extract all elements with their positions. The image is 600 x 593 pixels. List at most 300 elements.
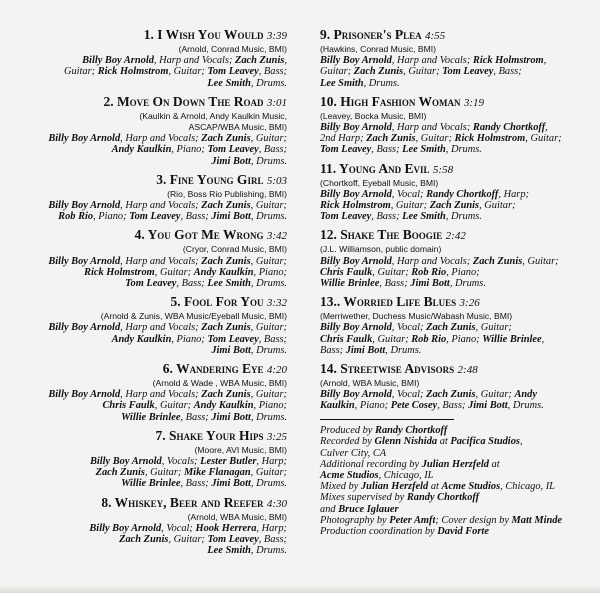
- musician-name: David Forte: [437, 526, 489, 537]
- musician-name: Andy: [514, 389, 537, 401]
- role-text: , Guitar;: [154, 266, 194, 278]
- role-text: , Vocals;: [161, 456, 201, 468]
- role-text: and: [320, 503, 339, 515]
- musician-name: Tom Leavey: [320, 144, 372, 156]
- role-text: at: [428, 481, 442, 493]
- musician-name: Billy Boy Arnold: [320, 55, 392, 67]
- musician-name: Zach Zunis: [95, 467, 145, 479]
- musician-name: Zach Zunis: [201, 255, 251, 267]
- musician-name: Acme Studios: [320, 469, 379, 481]
- track-title: Whiskey, Beer and Reefer: [114, 494, 264, 510]
- personnel-line: [320, 526, 600, 537]
- right-tracks: [320, 27, 600, 412]
- role-text: , Guitar;: [479, 200, 516, 212]
- role-text: Production coordination by: [320, 526, 438, 537]
- musician-name: Randy Chortkoff: [375, 425, 448, 437]
- musician-name: Zach Zunis: [353, 66, 404, 78]
- role-text: , Guitar;: [525, 133, 562, 145]
- personnel-line: [0, 144, 287, 155]
- track-entry: [0, 172, 287, 223]
- role-text: Culver City, CA: [320, 447, 387, 459]
- personnel-line: [320, 133, 600, 144]
- personnel-line: [0, 133, 287, 144]
- role-text: , Vocal;: [391, 188, 427, 200]
- track-title-line: [0, 495, 287, 512]
- musician-name: Billy Boy Arnold: [320, 255, 392, 267]
- musician-name: Glenn Nishida: [374, 436, 438, 448]
- role-text: , Guitar;: [372, 266, 412, 278]
- role-text: , Drums.: [445, 144, 482, 156]
- musician-name: Rob Rio: [411, 333, 447, 345]
- musician-name: Billy Boy Arnold: [48, 200, 121, 212]
- role-text: , Harp and Vocals;: [120, 133, 202, 145]
- role-text: , Vocal;: [391, 322, 427, 334]
- musician-name: Julian Herzfeld: [360, 481, 429, 493]
- personnel-line: [0, 78, 287, 89]
- musician-name: Zach Zunis: [201, 200, 251, 212]
- musician-name: Billy Boy Arnold: [320, 122, 392, 134]
- role-text: , Guitar;: [250, 133, 287, 145]
- role-text: , Drums.: [250, 478, 287, 490]
- role-text: , Piano;: [446, 333, 483, 345]
- musician-name: Acme Studios: [441, 481, 501, 493]
- track-number: 3.: [156, 171, 167, 187]
- track-title-line: [0, 361, 287, 378]
- credit-lines: [320, 425, 600, 537]
- track-title-line: [320, 361, 600, 378]
- publishing-info: (Kaulkin & Arnold, Andy Kaulkin Music,: [139, 110, 287, 121]
- role-text: Photography by: [320, 514, 390, 526]
- role-text: , Bass;: [180, 478, 212, 490]
- musician-name: Jimi Bott: [345, 344, 386, 356]
- role-text: ,: [543, 55, 547, 67]
- track-entry: [320, 294, 600, 356]
- publishing-info: (Rio, Boss Rio Publishing, BMI): [167, 188, 287, 199]
- role-text: , Harp and Vocals;: [391, 122, 473, 134]
- role-text: , Bass;: [258, 333, 287, 345]
- role-text: , Bass;: [258, 534, 287, 546]
- role-text: , Guitar;: [154, 400, 194, 412]
- role-text: , Harp;: [256, 456, 287, 468]
- track-duration: 5:03: [266, 174, 287, 187]
- role-text: , Piano;: [354, 400, 391, 412]
- track-number: 10.: [320, 93, 337, 109]
- role-text: ,: [545, 122, 548, 134]
- musician-name: Billy Boy Arnold: [48, 322, 121, 334]
- musician-name: Willie Brinlee: [320, 278, 380, 290]
- personnel-line: [320, 425, 600, 436]
- role-text: , Drums.: [363, 77, 400, 89]
- musician-name: Lee Smith: [207, 278, 251, 290]
- personnel-line: [320, 389, 600, 400]
- personnel-line: [320, 515, 600, 526]
- personnel-line: [0, 334, 287, 345]
- personnel-line: [320, 144, 600, 155]
- musician-name: Rick Holmstrom: [472, 55, 544, 67]
- musician-name: Rick Holmstrom: [320, 200, 391, 212]
- track-number: 7.: [155, 427, 166, 443]
- personnel-line: [0, 66, 287, 77]
- personnel-line: [320, 481, 600, 492]
- personnel-line: [0, 389, 287, 400]
- musician-name: Randy Chortkoff: [472, 122, 546, 134]
- production-credits: [320, 419, 600, 538]
- role-text: , Chicago, IL: [378, 469, 434, 481]
- personnel-line: [320, 345, 600, 356]
- musician-name: Bruce Iglauer: [338, 503, 399, 515]
- role-text: , Guitar;: [522, 255, 559, 267]
- role-text: , Drums.: [250, 77, 287, 89]
- role-text: , Harp and Vocals;: [120, 389, 202, 401]
- role-text: , Harp;: [498, 188, 529, 200]
- role-text: , Drums.: [250, 278, 287, 290]
- role-text: , Bass;: [371, 144, 403, 156]
- musician-name: Chris Faulk: [320, 266, 373, 278]
- musician-name: Tom Leavey: [207, 534, 259, 546]
- musician-name: Jimi Bott: [211, 211, 251, 223]
- musician-name: Billy Boy Arnold: [82, 55, 154, 67]
- track-entry: [0, 227, 287, 289]
- publishing-info: (Merriwether, Duchess Music/Wabash Music, BMI): [320, 311, 513, 322]
- track-title: Prisoner's Plea: [333, 27, 422, 42]
- role-text: , Piano;: [171, 144, 208, 156]
- role-text: , Drums.: [445, 211, 482, 223]
- role-text: , Piano;: [171, 333, 208, 345]
- musician-name: Zach Zunis: [201, 322, 251, 334]
- musician-name: Zach Zunis: [426, 389, 476, 401]
- musician-name: Andy Kaulkin: [111, 333, 172, 345]
- role-text: , Bass;: [180, 411, 212, 423]
- track-entry: [0, 495, 287, 557]
- role-text: , Drums.: [250, 155, 287, 167]
- track-title-line: [320, 294, 600, 311]
- role-text: , Piano;: [253, 400, 287, 412]
- role-text: , Drums.: [385, 344, 422, 356]
- track-title-line: [0, 227, 287, 244]
- role-text: , Bass;: [437, 400, 469, 412]
- track-entry: [320, 27, 600, 89]
- personnel-line: [320, 459, 600, 470]
- track-duration: 3:01: [266, 96, 287, 109]
- musician-name: Julian Herzfeld: [421, 458, 489, 470]
- track-duration: 3:32: [266, 297, 287, 310]
- role-text: , Drums.: [449, 278, 486, 290]
- role-text: , Harp and Vocals;: [391, 255, 473, 267]
- track-title: I Wish You Would: [157, 27, 264, 42]
- role-text: , Drums.: [507, 400, 544, 412]
- track-number: 5.: [170, 294, 181, 310]
- personnel-line: [320, 200, 600, 211]
- role-text: , Bass;: [493, 66, 522, 78]
- publishing-info: (Arnold & Zunis, WBA Music/Eyeball Music, BMI): [100, 311, 287, 322]
- personnel-line: [0, 211, 287, 222]
- role-text: Recorded by: [320, 436, 375, 448]
- role-text: , Piano;: [253, 266, 287, 278]
- personnel-line: [320, 436, 600, 447]
- role-text: Additional recording by: [320, 458, 422, 470]
- track-title: Worried Life Blues: [343, 294, 457, 310]
- personnel-line: [0, 534, 287, 545]
- track-title-line: [0, 428, 287, 445]
- musician-name: Billy Boy Arnold: [48, 133, 121, 145]
- role-text: , Bass;: [371, 211, 403, 223]
- role-text: , Guitar;: [250, 467, 287, 479]
- personnel-line: [0, 156, 287, 167]
- musician-name: Jimi Bott: [211, 478, 251, 490]
- personnel-line: [0, 478, 287, 489]
- track-duration: 4:30: [266, 497, 287, 510]
- publishing-info: (Arnold, Conrad Music, BMI): [178, 44, 287, 54]
- track-duration: 3:26: [459, 297, 480, 310]
- musician-name: Randy Chortkoff: [406, 492, 480, 504]
- role-text: , Bass;: [258, 66, 287, 78]
- musician-name: Mike Flanagan: [183, 467, 251, 479]
- musician-name: Billy Boy Arnold: [89, 522, 162, 534]
- musician-name: Kaulkin: [320, 400, 355, 412]
- personnel-line: [0, 278, 287, 289]
- track-title-line: [320, 27, 600, 44]
- personnel-line: [0, 456, 287, 467]
- musician-name: Rick Holmstrom: [97, 66, 169, 78]
- role-text: , Drums.: [250, 411, 287, 423]
- musician-name: Zach Zunis: [119, 534, 169, 546]
- personnel-line: [0, 467, 287, 478]
- personnel-line: [320, 55, 600, 66]
- role-text: , Bass;: [176, 278, 208, 290]
- role-text: , Guitar;: [475, 322, 512, 334]
- role-text: , Guitar;: [475, 389, 515, 401]
- track-title-line: [0, 172, 287, 189]
- publishing-info: (Cryor, Conrad Music, BMI): [182, 244, 287, 255]
- personnel-line: [320, 211, 600, 222]
- musician-name: Tom Leavey: [207, 333, 259, 345]
- track-entry: [0, 94, 287, 167]
- track-title-line: [0, 27, 287, 44]
- track-number: 13..: [320, 294, 341, 310]
- musician-name: Jimi Bott: [211, 344, 251, 356]
- musician-name: Andy Kaulkin: [111, 144, 172, 156]
- musician-name: Andy Kaulkin: [193, 400, 254, 412]
- personnel-line: [0, 322, 287, 333]
- musician-name: Zach Zunis: [366, 133, 416, 145]
- musician-name: Rob Rio: [411, 266, 447, 278]
- musician-name: Jimi Bott: [211, 155, 251, 167]
- personnel-line: [320, 322, 600, 333]
- musician-name: Billy Boy Arnold: [320, 389, 392, 401]
- role-text: ,: [541, 333, 545, 345]
- role-text: , Guitar;: [144, 467, 184, 479]
- role-text: 2nd Harp;: [320, 133, 367, 145]
- musician-name: Billy Boy Arnold: [320, 188, 392, 200]
- personnel-line: [320, 504, 600, 515]
- track-title: Streetwise Advisors: [340, 361, 455, 377]
- role-text: , Chicago, IL: [500, 481, 555, 493]
- role-text: , Piano;: [93, 211, 130, 223]
- musician-name: Tom Leavey: [320, 211, 372, 223]
- musician-name: Lee Smith: [207, 77, 251, 89]
- role-text: at: [437, 436, 451, 448]
- musician-name: Jimi Bott: [468, 400, 508, 412]
- musician-name: Tom Leavey: [129, 211, 181, 223]
- publishing-info: (Arnold, WBA Music, BMI): [320, 378, 420, 389]
- track-title: Shake Your Hips: [168, 427, 264, 443]
- personnel-line: [0, 256, 287, 267]
- musician-name: Tom Leavey: [125, 278, 177, 290]
- role-text: , Harp;: [256, 522, 287, 534]
- track-entry: [320, 361, 600, 412]
- personnel-line: [320, 256, 600, 267]
- publishing-info: (Arnold & Wade , WBA Music, BMI): [152, 378, 287, 389]
- personnel-line: [0, 412, 287, 423]
- musician-name: Zach Zunis: [201, 389, 251, 401]
- track-title: Fool For You: [183, 294, 264, 310]
- track-duration: 5:58: [432, 163, 454, 176]
- role-text: , Harp and Vocals;: [120, 322, 202, 334]
- publishing-info: (Chortkoff, Eyeball Music, BMI): [320, 177, 439, 188]
- musician-name: Randy Chortkoff: [426, 188, 499, 200]
- track-entry: [320, 161, 600, 223]
- personnel-line: [320, 470, 600, 481]
- role-text: Bass;: [320, 344, 346, 356]
- role-text: , Bass;: [258, 144, 287, 156]
- role-text: , Guitar;: [250, 322, 287, 334]
- track-entry: [320, 94, 600, 156]
- track-title-line: [320, 94, 600, 111]
- track-number: 9.: [320, 27, 331, 42]
- role-text: ; Cover design by: [435, 514, 512, 526]
- musician-name: Tom Leavey: [207, 66, 259, 78]
- musician-name: Chris Faulk: [320, 333, 373, 345]
- role-text: , Bass;: [379, 278, 411, 290]
- personnel-line: [0, 400, 287, 411]
- track-duration: 4:20: [266, 364, 287, 377]
- musician-name: Rick Holmstrom: [454, 133, 526, 145]
- musician-name: Lee Smith: [402, 144, 446, 156]
- role-text: Guitar;: [320, 66, 354, 78]
- publishing-info: (Leavey, Bocka Music, BMI): [320, 110, 427, 121]
- track-title: Young And Evil: [339, 160, 430, 176]
- track-title: Shake The Boogie: [340, 227, 443, 243]
- track-number: 1.: [143, 27, 154, 42]
- tracklist-left-column: [0, 27, 287, 562]
- track-duration: 3:42: [266, 230, 287, 243]
- role-text: , Guitar;: [168, 66, 208, 78]
- track-number: 2.: [103, 93, 114, 109]
- role-text: , Harp and Vocals;: [153, 55, 236, 67]
- scan-edge-shadow: [0, 585, 600, 593]
- publishing-info: (Hawkins, Conrad Music, BMI): [320, 44, 437, 54]
- musician-name: Billy Boy Arnold: [320, 322, 392, 334]
- track-entry: [0, 428, 287, 490]
- musician-name: Lee Smith: [207, 545, 251, 557]
- role-text: , Vocal;: [161, 522, 196, 534]
- musician-name: Matt Minde: [511, 514, 563, 526]
- musician-name: Pacifica Studios: [450, 436, 520, 448]
- track-title-line: [0, 94, 287, 111]
- role-text: , Guitar;: [390, 200, 430, 212]
- track-title: High Fashion Woman: [340, 93, 461, 109]
- musician-name: Tom Leavey: [207, 144, 259, 156]
- role-text: ,: [519, 436, 523, 448]
- musician-name: Rick Holmstrom: [84, 266, 155, 278]
- track-entry: [0, 294, 287, 356]
- personnel-line: [0, 200, 287, 211]
- musician-name: Zach Zunis: [472, 255, 523, 267]
- role-text: , Piano;: [446, 266, 480, 278]
- musician-name: Zach Zunis: [201, 133, 251, 145]
- musician-name: Willie Brinlee: [121, 411, 181, 423]
- personnel-line: [320, 66, 600, 77]
- track-entry: [0, 361, 287, 423]
- role-text: , Harp and Vocals;: [391, 55, 473, 67]
- role-text: , Harp and Vocals;: [120, 200, 202, 212]
- role-text: , Vocal;: [391, 389, 427, 401]
- role-text: , Guitar;: [168, 534, 208, 546]
- role-text: at: [488, 458, 500, 470]
- personnel-line: [320, 448, 600, 459]
- musician-name: Pete Cosey: [390, 400, 438, 412]
- publishing-info: (Arnold, WBA Music, BMI): [187, 511, 287, 522]
- musician-name: Zach Zunis: [426, 322, 476, 334]
- musician-name: Hook Herrera: [195, 522, 257, 534]
- publishing-info: (J.L. Williamson, public domain): [320, 244, 442, 255]
- personnel-line: [320, 122, 600, 133]
- track-duration: 3:25: [266, 430, 287, 443]
- track-number: 12.: [320, 227, 337, 243]
- role-text: , Drums.: [250, 545, 287, 557]
- role-text: Mixed by: [320, 481, 361, 493]
- track-title: Fine Young Girl: [169, 171, 264, 187]
- track-entry: [320, 227, 600, 289]
- musician-name: Lee Smith: [320, 77, 364, 89]
- track-title: Wandering Eye: [176, 361, 264, 377]
- role-text: , Guitar;: [403, 66, 443, 78]
- musician-name: Peter Amft: [389, 514, 436, 526]
- tracklist-right-column: [320, 27, 600, 537]
- publishing-info: (Moore, AVI Music, BMI): [194, 444, 287, 455]
- track-title-line: [320, 161, 600, 178]
- personnel-line: [0, 267, 287, 278]
- musician-name: Billy Boy Arnold: [89, 456, 162, 468]
- personnel-line: [0, 345, 287, 356]
- role-text: , Harp and Vocals;: [120, 255, 202, 267]
- personnel-line: [320, 278, 600, 289]
- personnel-line: [0, 55, 287, 66]
- track-title-line: [0, 294, 287, 311]
- track-title: Move On Down The Road: [116, 93, 264, 109]
- role-text: , Guitar;: [372, 333, 412, 345]
- role-text: , Guitar;: [415, 133, 455, 145]
- role-text: Produced by: [320, 425, 376, 437]
- track-number: 4.: [134, 227, 145, 243]
- musician-name: Zach Zunis: [235, 55, 285, 67]
- track-number: 14.: [320, 361, 337, 377]
- track-number: 11.: [320, 160, 337, 176]
- personnel-line: [320, 492, 600, 503]
- role-text: , Guitar;: [250, 389, 287, 401]
- musician-name: Jimi Bott: [211, 411, 251, 423]
- track-duration: 2:48: [457, 364, 478, 377]
- role-text: ,: [284, 55, 287, 67]
- musician-name: Willie Brinlee: [121, 478, 181, 490]
- role-text: , Drums.: [250, 211, 287, 223]
- personnel-line: [320, 267, 600, 278]
- track-title-line: [320, 227, 600, 244]
- role-text: , Guitar;: [250, 200, 287, 212]
- track-entry: [0, 27, 287, 89]
- musician-name: Tom Leavey: [442, 66, 494, 78]
- personnel-line: [320, 400, 600, 411]
